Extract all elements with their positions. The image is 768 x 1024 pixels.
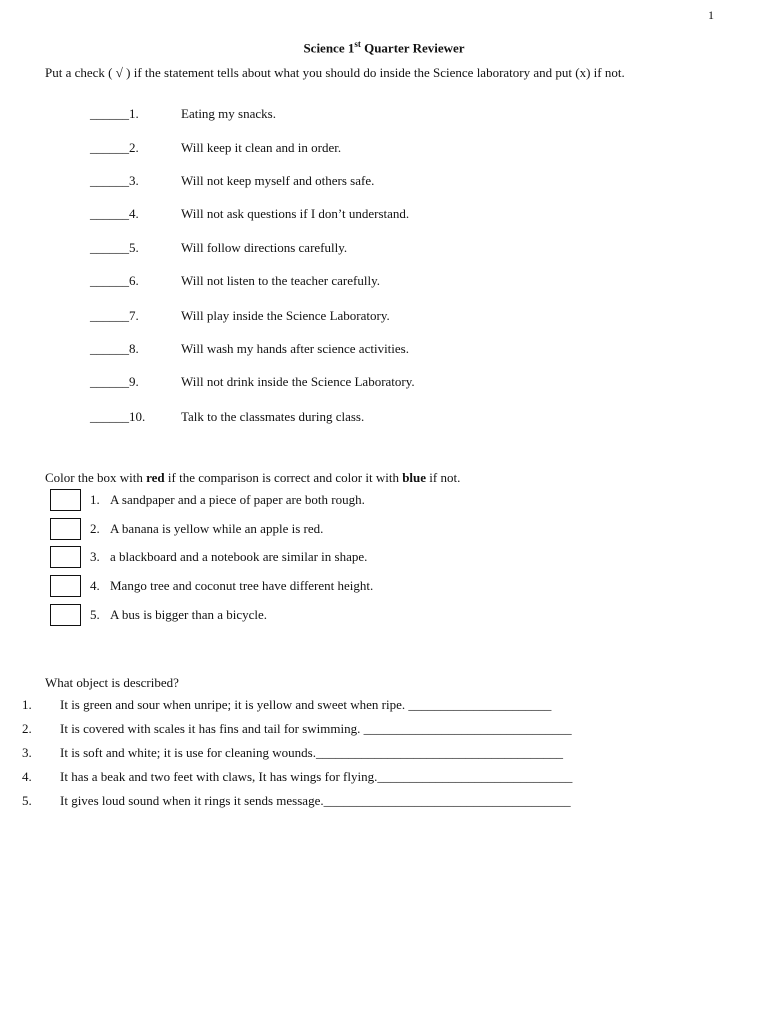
color-instruction-blue: blue bbox=[402, 470, 427, 485]
check-statement: Talk to the classmates during class. bbox=[181, 409, 365, 424]
describe-statement[interactable]: It is soft and white; it is use for cleaning wounds.______________________________________ bbox=[60, 745, 563, 760]
check-statement: Will wash my hands after science activities. bbox=[181, 341, 409, 356]
describe-instruction: What object is described? bbox=[45, 675, 179, 690]
check-blank[interactable]: ______7. bbox=[90, 308, 139, 323]
color-instruction-part: if not. bbox=[426, 470, 461, 485]
check-statement: Will follow directions carefully. bbox=[181, 240, 348, 255]
describe-number: 5. bbox=[22, 793, 32, 808]
check-statement: Will not drink inside the Science Laboratory. bbox=[181, 374, 415, 389]
check-statement: Eating my snacks. bbox=[181, 106, 276, 121]
color-instruction-part: if the comparison is correct and color it with bbox=[164, 470, 403, 485]
check-blank[interactable]: ______6. bbox=[90, 273, 139, 288]
page-title bbox=[0, 39, 768, 56]
describe-number: 2. bbox=[22, 721, 32, 736]
comparison-number: 3. bbox=[90, 549, 100, 564]
comparison-statement: Mango tree and coconut tree have different height. bbox=[110, 578, 374, 593]
comparison-statement: A sandpaper and a piece of paper are both rough. bbox=[110, 492, 365, 507]
color-box[interactable] bbox=[50, 546, 81, 568]
check-blank[interactable]: ______3. bbox=[90, 173, 139, 188]
color-box[interactable] bbox=[50, 604, 81, 626]
check-statement: Will not listen to the teacher carefully. bbox=[181, 273, 380, 288]
check-statement: Will play inside the Science Laboratory. bbox=[181, 308, 390, 323]
check-blank[interactable]: ______9. bbox=[90, 374, 139, 389]
color-box[interactable] bbox=[50, 575, 81, 597]
check-blank[interactable]: ______1. bbox=[90, 106, 139, 121]
check-blank[interactable]: ______10. bbox=[90, 409, 146, 424]
check-instruction: Put a check ( √ ) if the statement tells about what you should do inside the Science laboratory and put (x) if not. bbox=[45, 65, 625, 80]
comparison-number: 1. bbox=[90, 492, 100, 507]
title-suffix: Quarter Reviewer bbox=[360, 40, 465, 56]
describe-statement[interactable]: It is green and sour when unripe; it is yellow and sweet when ripe. ______________________ bbox=[60, 697, 552, 712]
check-blank[interactable]: ______8. bbox=[90, 341, 139, 356]
title-superscript: st bbox=[354, 39, 361, 49]
title-prefix: Science 1 bbox=[303, 40, 355, 56]
color-instruction-part: Color the box with bbox=[45, 470, 147, 485]
comparison-statement: A banana is yellow while an apple is red. bbox=[110, 521, 324, 536]
color-instruction-red: red bbox=[146, 470, 165, 485]
comparison-statement: A bus is bigger than a bicycle. bbox=[110, 607, 268, 622]
comparison-number: 5. bbox=[90, 607, 100, 622]
describe-statement[interactable]: It has a beak and two feet with claws, It has wings for flying.______________________________ bbox=[60, 769, 573, 784]
comparison-number: 4. bbox=[90, 578, 100, 593]
check-statement: Will keep it clean and in order. bbox=[181, 140, 342, 155]
check-blank[interactable]: ______2. bbox=[90, 140, 139, 155]
page-number: 1 bbox=[708, 8, 714, 22]
color-box[interactable] bbox=[50, 518, 81, 540]
describe-number: 4. bbox=[22, 769, 32, 784]
check-statement: Will not keep myself and others safe. bbox=[181, 173, 375, 188]
check-statement: Will not ask questions if I don’t understand. bbox=[181, 206, 410, 221]
color-instruction bbox=[45, 470, 460, 486]
describe-statement[interactable]: It gives loud sound when it rings it sends message.______________________________________ bbox=[60, 793, 571, 808]
color-box[interactable] bbox=[50, 489, 81, 511]
describe-statement[interactable]: It is covered with scales it has fins and tail for swimming. ________________________________ bbox=[60, 721, 572, 736]
check-blank[interactable]: ______4. bbox=[90, 206, 139, 221]
comparison-statement: a blackboard and a notebook are similar in shape. bbox=[110, 549, 368, 564]
describe-number: 3. bbox=[22, 745, 32, 760]
check-blank[interactable]: ______5. bbox=[90, 240, 139, 255]
comparison-number: 2. bbox=[90, 521, 100, 536]
describe-number: 1. bbox=[22, 697, 32, 712]
